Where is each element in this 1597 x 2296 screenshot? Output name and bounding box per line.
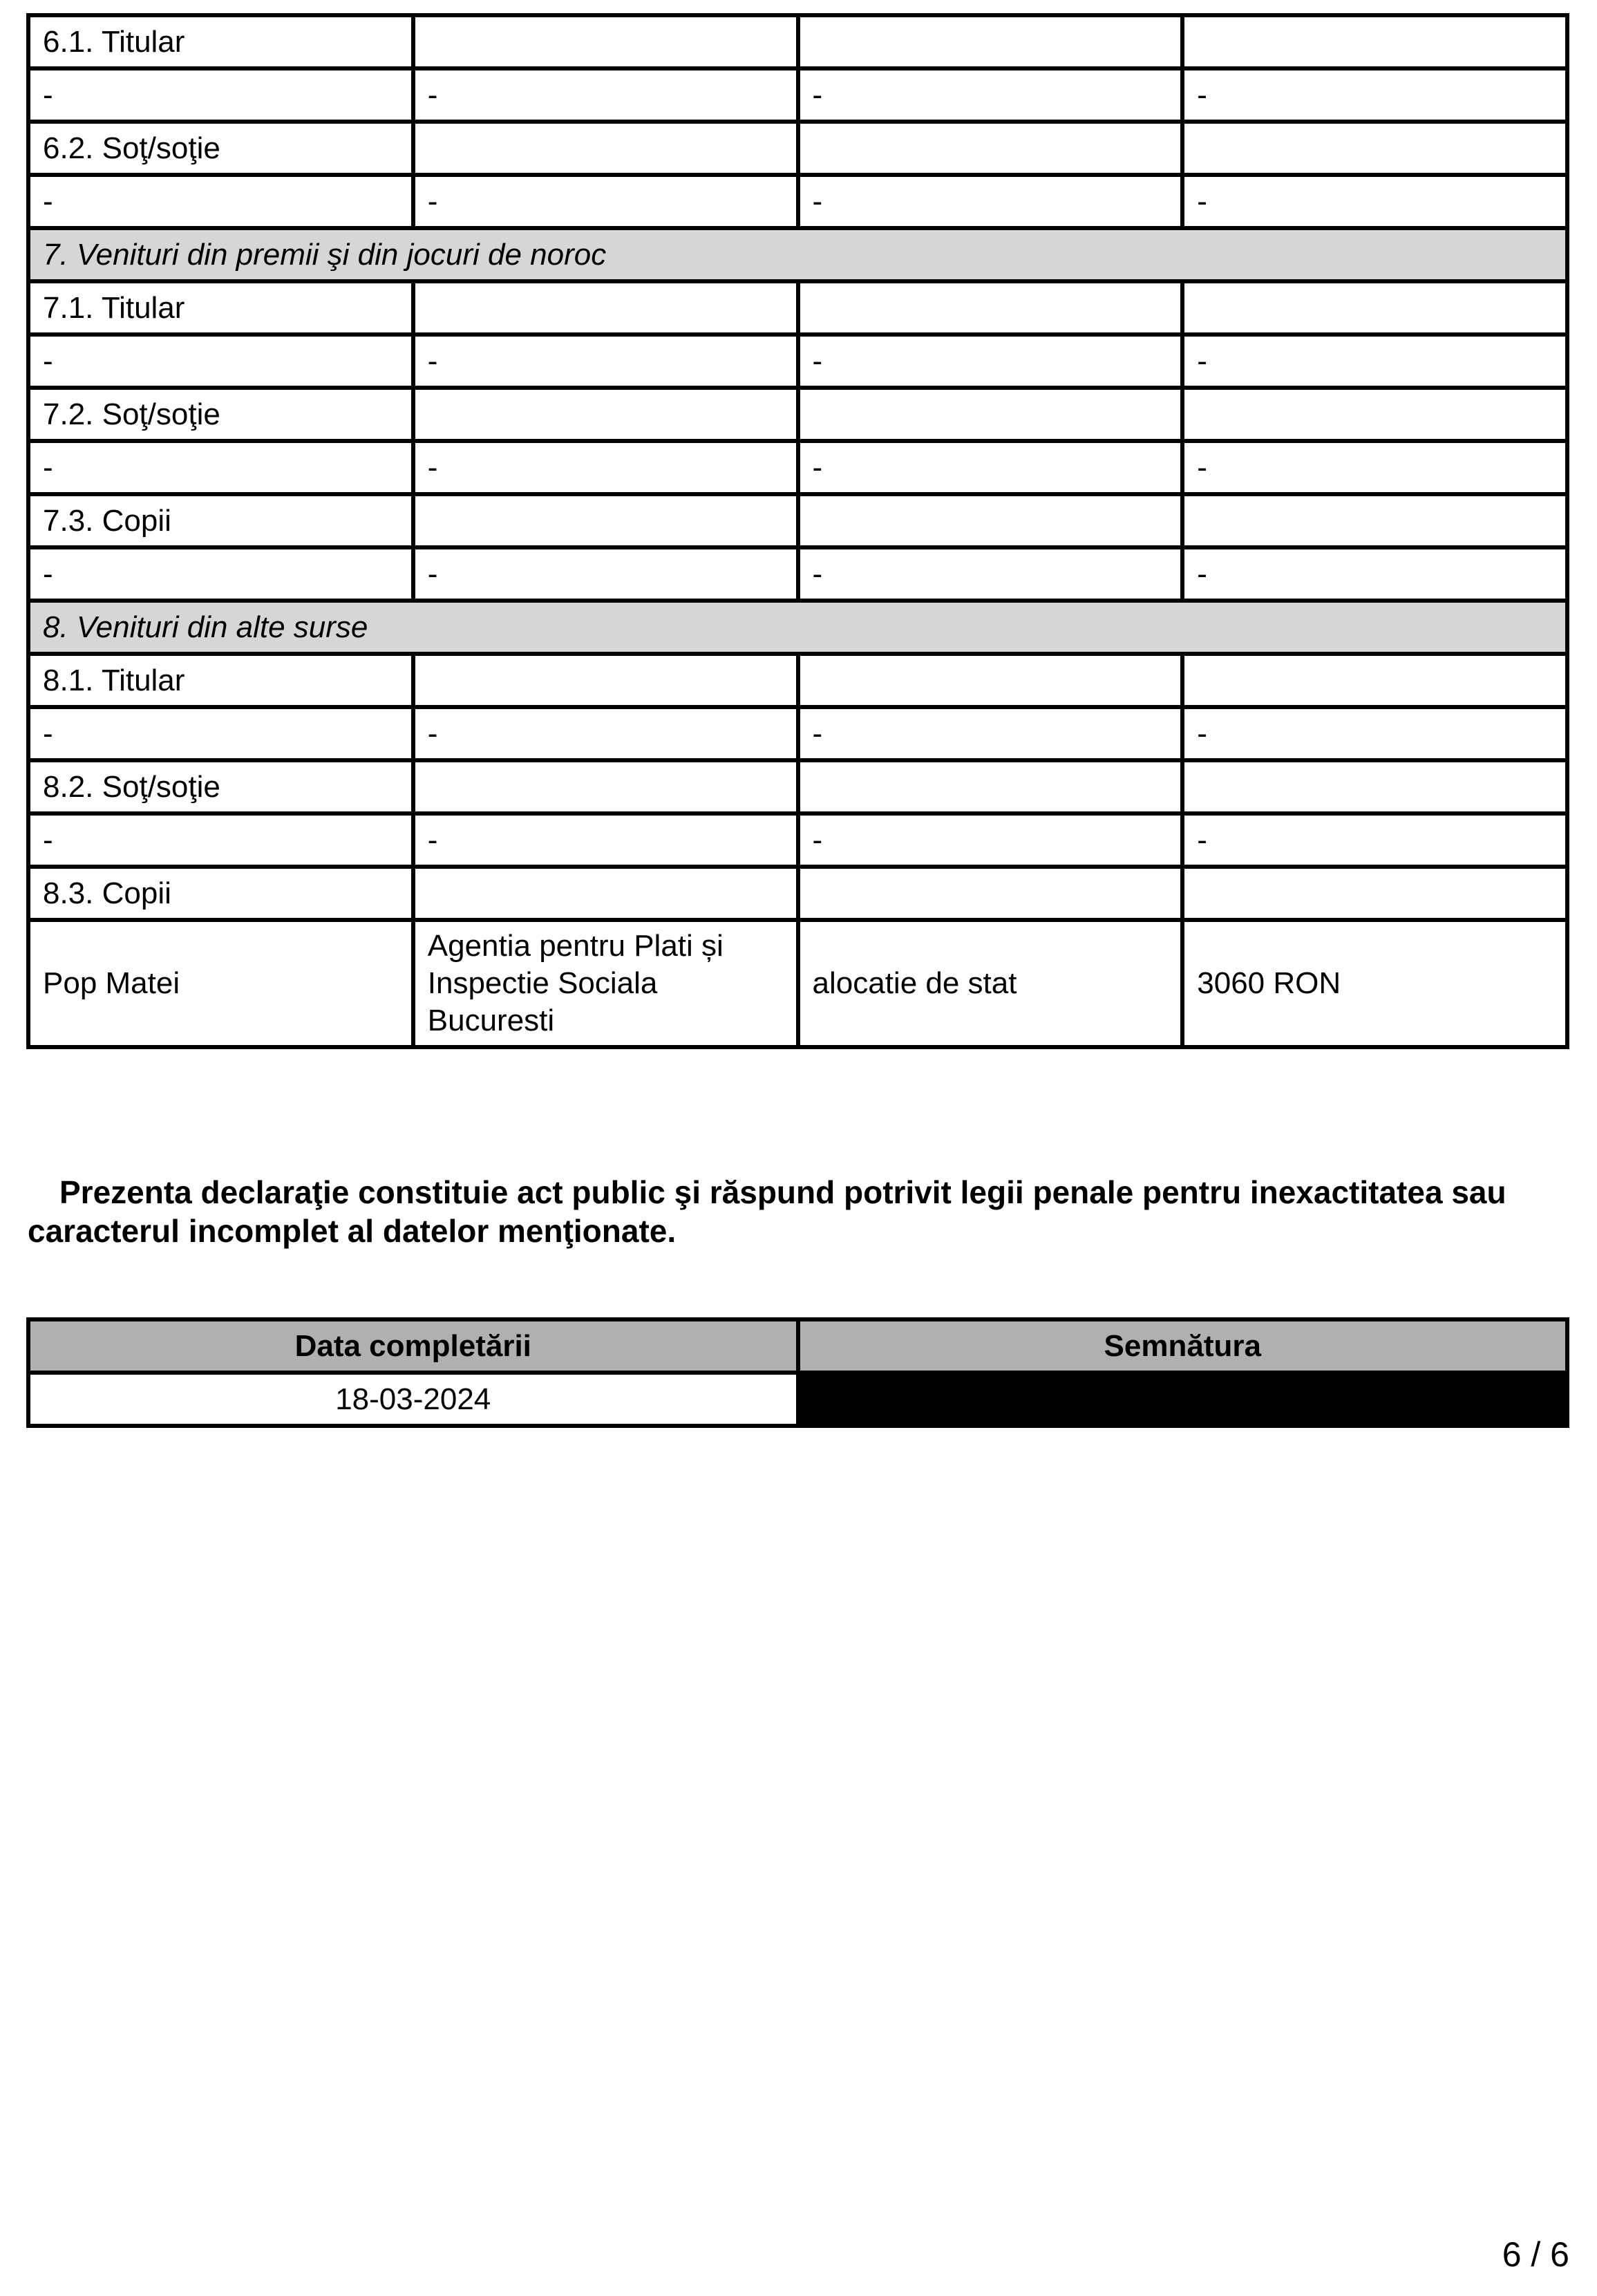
- page-number: 6 / 6: [1502, 2235, 1569, 2274]
- table-cell: alocatie de stat: [798, 920, 1183, 1047]
- table-cell: [1182, 122, 1567, 175]
- table-cell: -: [798, 175, 1183, 228]
- table-row: [28, 175, 1567, 228]
- owner-row: [28, 494, 1567, 547]
- table-cell: -: [1182, 441, 1567, 494]
- signature-table: [26, 1317, 1569, 1428]
- table-cell: [413, 388, 798, 441]
- table-cell: -: [413, 175, 798, 228]
- income-table-body: [28, 15, 1567, 1047]
- table-cell: -: [413, 707, 798, 760]
- owner-row: [28, 388, 1567, 441]
- signature-header-row: [28, 1319, 1567, 1373]
- section-header-row: [28, 228, 1567, 281]
- table-cell: 7.3. Copii: [28, 494, 413, 547]
- table-cell: 7.1. Titular: [28, 281, 413, 335]
- signature-redacted: [798, 1373, 1568, 1426]
- table-cell: [413, 15, 798, 68]
- table-cell: [1182, 494, 1567, 547]
- section-header-row: [28, 601, 1567, 654]
- table-cell: [413, 122, 798, 175]
- date-value: 18-03-2024: [28, 1373, 798, 1426]
- table-cell: [798, 494, 1183, 547]
- table-cell: -: [28, 175, 413, 228]
- table-cell: -: [28, 335, 413, 388]
- table-cell: -: [413, 547, 798, 601]
- table-cell: 6.2. Soţ/soţie: [28, 122, 413, 175]
- section-title: 7. Venituri din premii şi din jocuri de noroc: [28, 228, 1567, 281]
- table-cell: -: [28, 813, 413, 867]
- table-cell: -: [1182, 813, 1567, 867]
- table-row: [28, 68, 1567, 122]
- table-cell: [1182, 281, 1567, 335]
- table-cell: [798, 654, 1183, 707]
- section-title: 8. Venituri din alte surse: [28, 601, 1567, 654]
- table-cell: 8.1. Titular: [28, 654, 413, 707]
- signature-header: Semnătura: [798, 1319, 1568, 1373]
- table-cell: [1182, 654, 1567, 707]
- table-cell: Agentia pentru Plati și Inspectie Sociala Bucuresti: [413, 920, 798, 1047]
- table-cell: -: [28, 441, 413, 494]
- table-cell: -: [1182, 68, 1567, 122]
- table-cell: -: [1182, 335, 1567, 388]
- table-cell: -: [1182, 547, 1567, 601]
- table-cell: [1182, 388, 1567, 441]
- table-cell: -: [798, 547, 1183, 601]
- table-cell: [798, 15, 1183, 68]
- table-row: [28, 335, 1567, 388]
- declaration-statement: Prezenta declaraţie constituie act public şi răspund potrivit legii penale pentru inexactitatea sau caracterul incomplet al datelor menţionate.: [28, 1174, 1506, 1249]
- table-row: [28, 813, 1567, 867]
- table-cell: 8.3. Copii: [28, 867, 413, 920]
- table-cell: -: [798, 441, 1183, 494]
- table-cell: -: [413, 813, 798, 867]
- signature-value-row: [28, 1373, 1567, 1426]
- table-cell: -: [1182, 707, 1567, 760]
- table-cell: [413, 654, 798, 707]
- table-cell: -: [798, 707, 1183, 760]
- table-cell: [798, 867, 1183, 920]
- table-cell: [798, 122, 1183, 175]
- income-table: [26, 13, 1569, 1049]
- table-cell: -: [798, 813, 1183, 867]
- table-cell: [1182, 15, 1567, 68]
- table-cell: [798, 388, 1183, 441]
- table-cell: [798, 760, 1183, 813]
- table-cell: 8.2. Soţ/soţie: [28, 760, 413, 813]
- table-cell: -: [798, 68, 1183, 122]
- owner-row: [28, 760, 1567, 813]
- owner-row: [28, 122, 1567, 175]
- table-cell: -: [1182, 175, 1567, 228]
- table-row: [28, 547, 1567, 601]
- owner-row: [28, 867, 1567, 920]
- table-cell: 3060 RON: [1182, 920, 1567, 1047]
- table-cell: -: [28, 68, 413, 122]
- table-cell: Pop Matei: [28, 920, 413, 1047]
- owner-row: [28, 281, 1567, 335]
- table-cell: 6.1. Titular: [28, 15, 413, 68]
- table-cell: [413, 760, 798, 813]
- table-cell: -: [28, 547, 413, 601]
- table-row: [28, 920, 1567, 1047]
- table-cell: -: [413, 68, 798, 122]
- date-header: Data completării: [28, 1319, 798, 1373]
- table-cell: -: [28, 707, 413, 760]
- table-cell: -: [413, 441, 798, 494]
- table-cell: [1182, 760, 1567, 813]
- owner-row: [28, 654, 1567, 707]
- table-cell: [413, 867, 798, 920]
- table-cell: 7.2. Soţ/soţie: [28, 388, 413, 441]
- table-row: [28, 707, 1567, 760]
- table-cell: [413, 494, 798, 547]
- table-cell: [1182, 867, 1567, 920]
- table-cell: -: [798, 335, 1183, 388]
- table-cell: [798, 281, 1183, 335]
- table-row: [28, 441, 1567, 494]
- table-cell: -: [413, 335, 798, 388]
- owner-row: [28, 15, 1567, 68]
- table-cell: [413, 281, 798, 335]
